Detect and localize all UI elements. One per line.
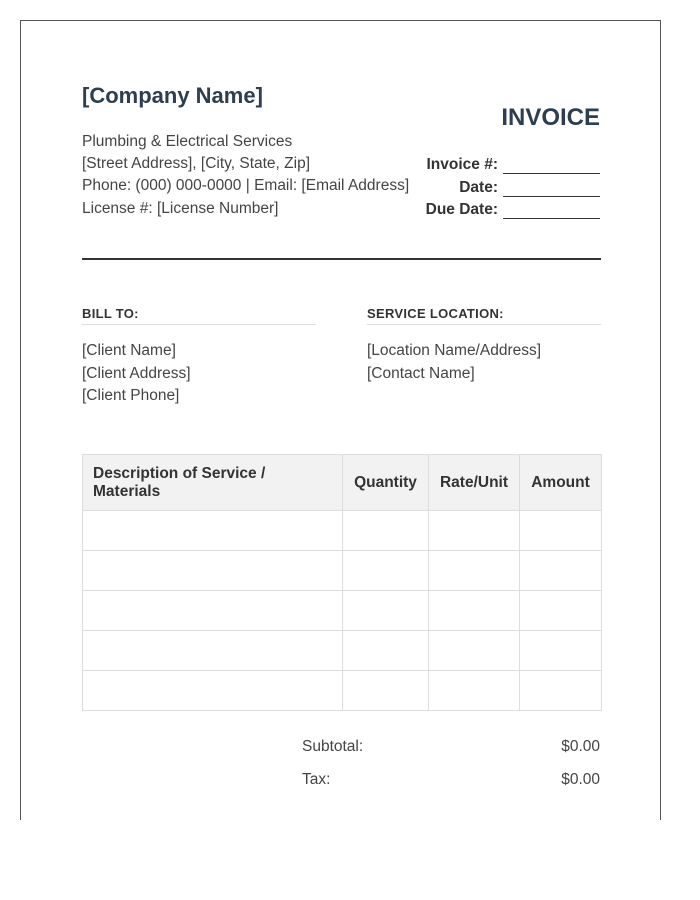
cell-quantity[interactable] (343, 631, 429, 671)
invoice-date-blank (503, 182, 600, 197)
cell-rate[interactable] (429, 591, 520, 631)
table-row (83, 671, 602, 711)
cell-quantity[interactable] (343, 591, 429, 631)
column-header-quantity: Quantity (343, 455, 429, 511)
cell-description[interactable] (83, 591, 343, 631)
due-date-blank (503, 204, 600, 219)
subtotal-label: Subtotal: (302, 738, 364, 755)
cell-rate[interactable] (429, 631, 520, 671)
column-header-amount: Amount (520, 455, 602, 511)
bill-to-client-name: [Client Name] (82, 342, 176, 359)
company-address: [Street Address], [City, State, Zip] (82, 155, 310, 172)
company-name: [Company Name] (82, 83, 263, 108)
table-row (83, 591, 602, 631)
service-location-address: [Location Name/Address] (367, 342, 542, 359)
due-date-row (426, 201, 600, 219)
invoice-date-label: Date: (459, 179, 498, 196)
invoice-number-label: Invoice #: (426, 156, 498, 173)
cell-quantity[interactable] (343, 511, 429, 551)
cell-amount[interactable] (520, 671, 602, 711)
subtotal-value: $0.00 (561, 738, 600, 755)
cell-amount[interactable] (520, 591, 602, 631)
tax-label: Tax: (302, 771, 331, 788)
service-location-heading: SERVICE LOCATION: (367, 306, 601, 325)
invoice-number-row (427, 156, 601, 174)
due-date-label: Due Date: (425, 201, 498, 218)
table-row (83, 511, 602, 551)
cell-description[interactable] (83, 511, 343, 551)
cell-amount[interactable] (520, 551, 602, 591)
header-divider (82, 258, 601, 260)
column-header-description: Description of Service / Materials (83, 455, 343, 511)
cell-amount[interactable] (520, 631, 602, 671)
table-row (83, 631, 602, 671)
cell-description[interactable] (83, 631, 343, 671)
table-row (83, 551, 602, 591)
items-table-header (83, 455, 602, 511)
cell-description[interactable] (83, 551, 343, 591)
cell-rate[interactable] (429, 671, 520, 711)
cell-rate[interactable] (429, 511, 520, 551)
bill-to-client-address: [Client Address] (82, 365, 191, 382)
cell-quantity[interactable] (343, 671, 429, 711)
company-license: License #: [License Number] (82, 200, 279, 217)
cell-description[interactable] (83, 671, 343, 711)
invoice-number-blank (503, 159, 600, 174)
invoice-page (20, 20, 661, 820)
company-tagline: Plumbing & Electrical Services (82, 133, 293, 150)
bill-to-client-phone: [Client Phone] (82, 387, 180, 404)
invoice-title: INVOICE (501, 104, 600, 131)
bill-to-heading: BILL TO: (82, 306, 316, 325)
items-table (82, 454, 602, 711)
cell-amount[interactable] (520, 511, 602, 551)
company-contact: Phone: (000) 000-0000 | Email: [Email Address] (82, 177, 410, 194)
service-location-contact: [Contact Name] (367, 365, 475, 382)
cell-rate[interactable] (429, 551, 520, 591)
tax-value: $0.00 (561, 771, 600, 788)
invoice-date-row (459, 179, 600, 197)
cell-quantity[interactable] (343, 551, 429, 591)
column-header-rate: Rate/Unit (429, 455, 520, 511)
